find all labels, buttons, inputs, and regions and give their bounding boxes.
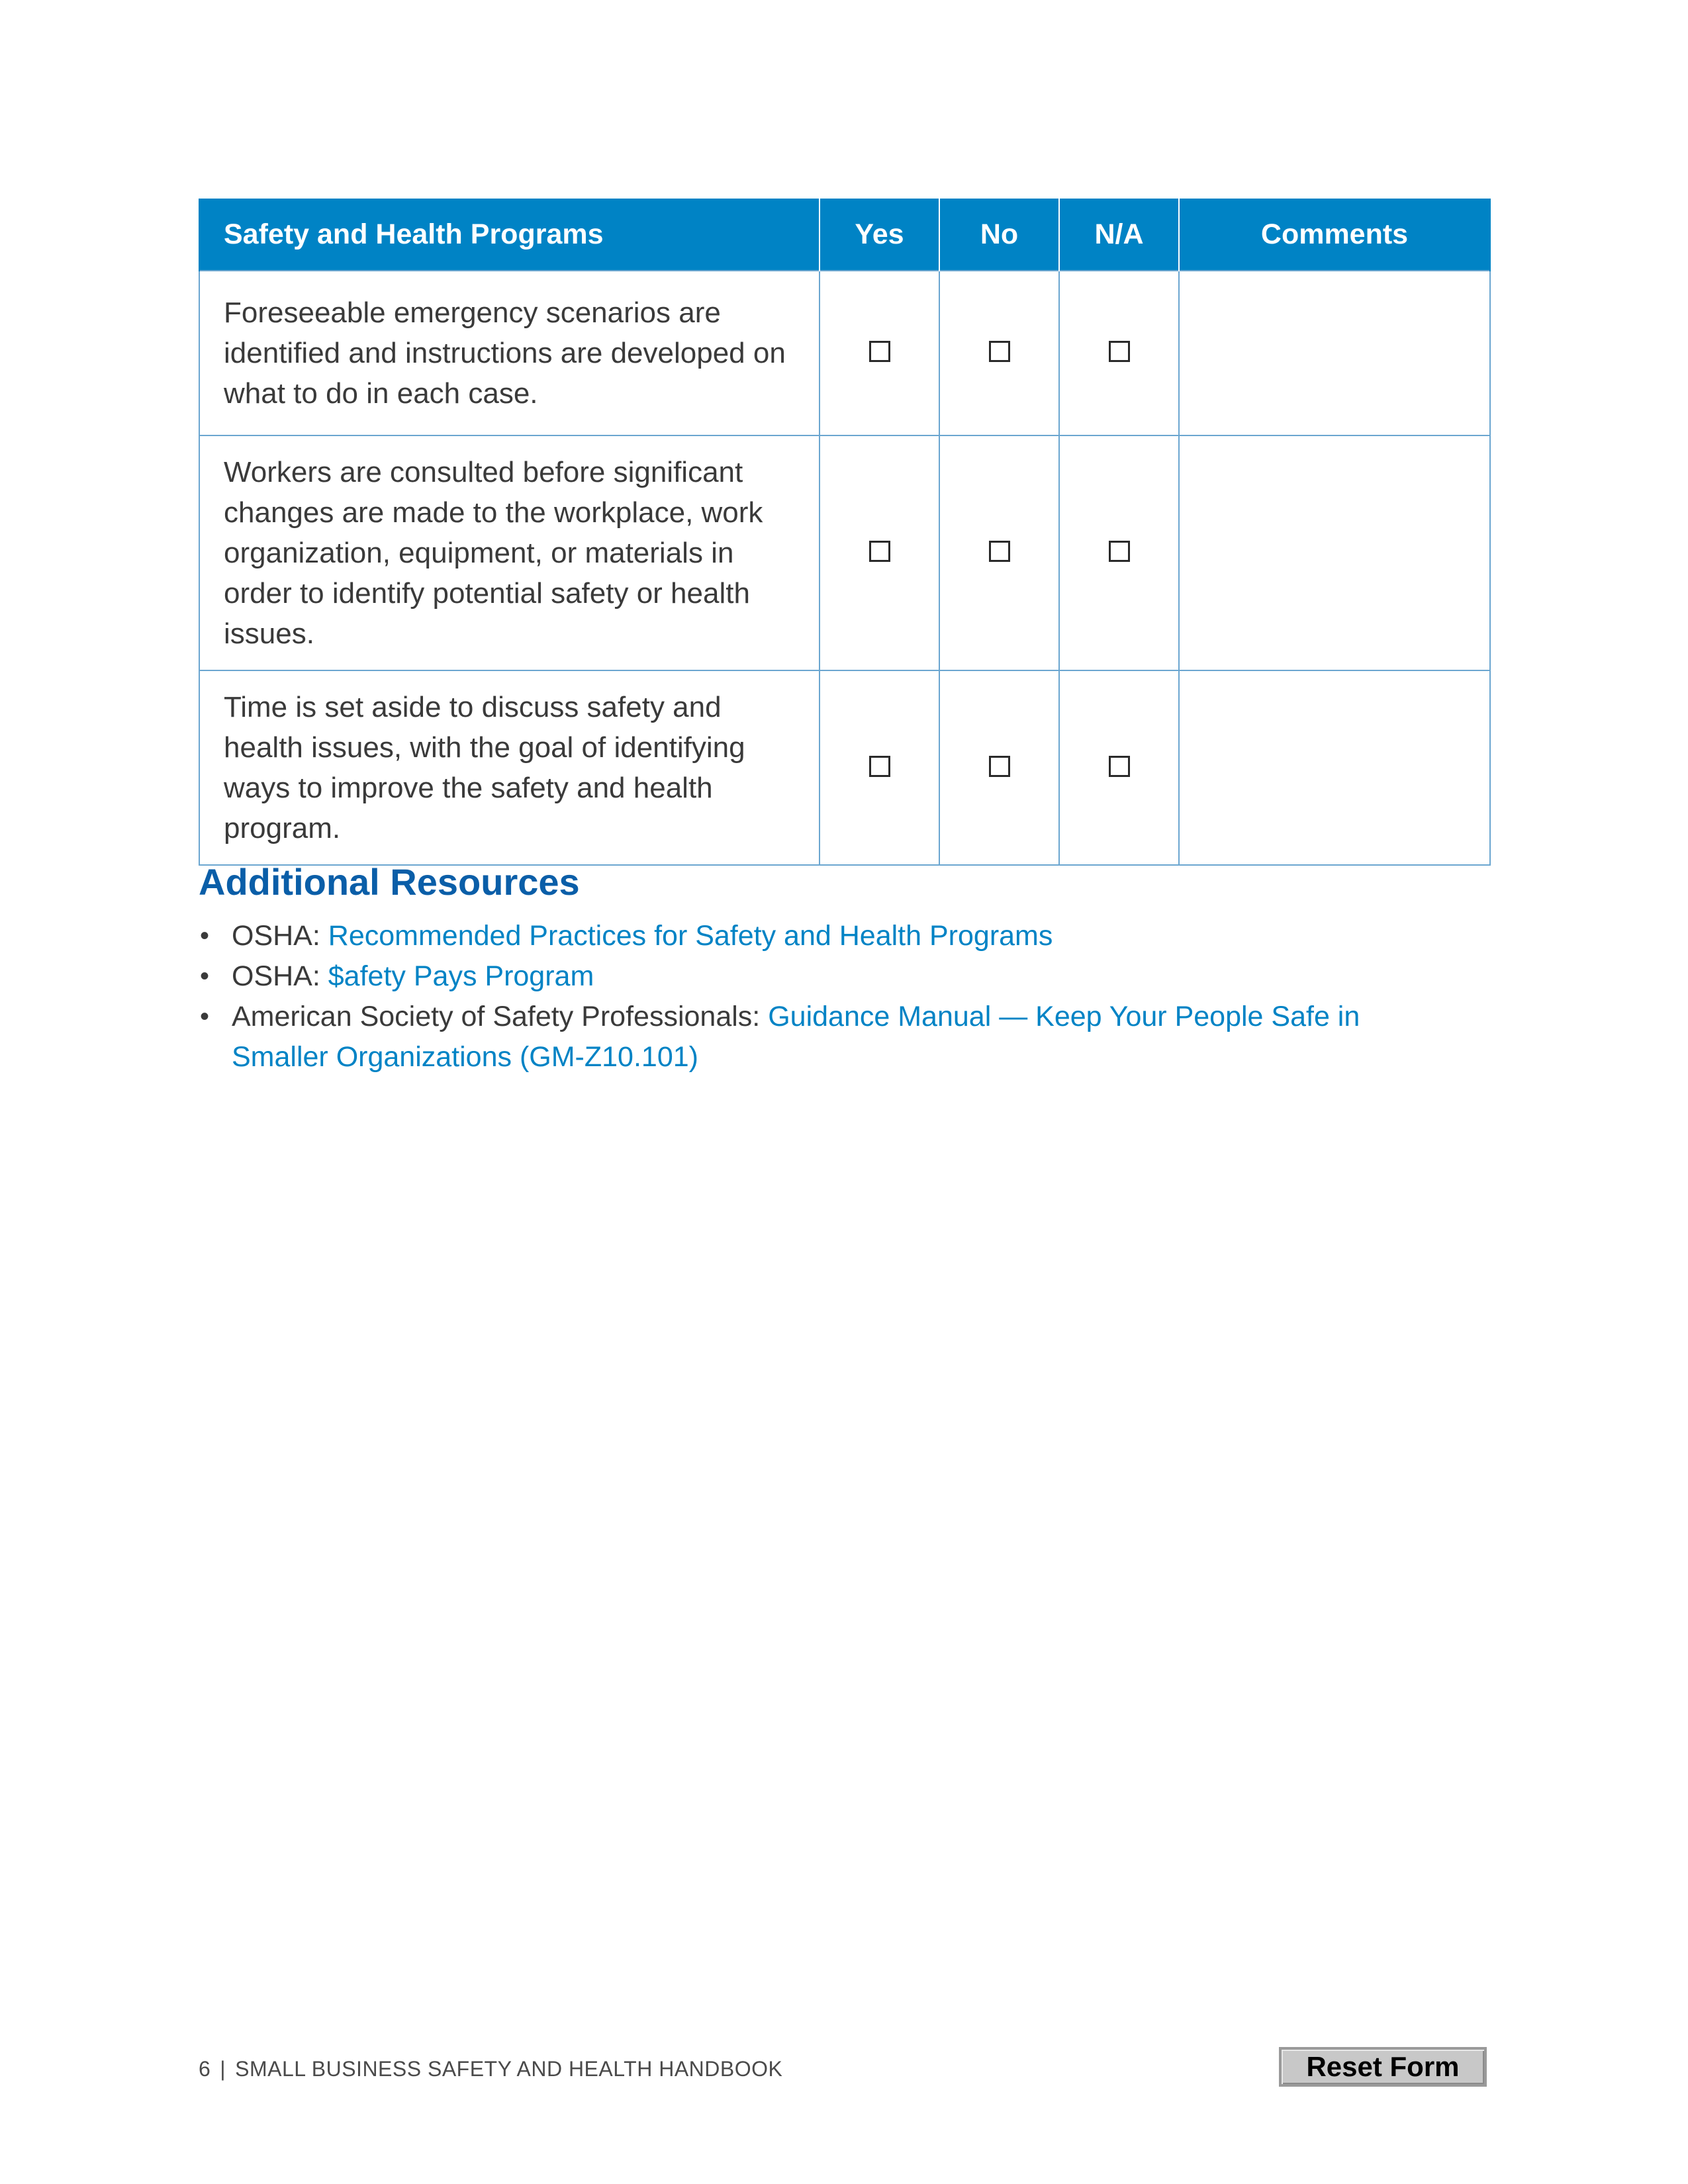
- no-checkbox[interactable]: [989, 756, 1010, 777]
- bullet-icon: •: [200, 1002, 210, 1031]
- na-checkbox[interactable]: [1109, 541, 1130, 562]
- no-checkbox[interactable]: [989, 541, 1010, 562]
- header-yes: Yes: [820, 199, 939, 271]
- page-footer: [199, 2057, 782, 2081]
- yes-checkbox[interactable]: [869, 541, 890, 562]
- table-row: [199, 271, 1490, 435]
- header-comments: Comments: [1179, 199, 1490, 271]
- yes-checkbox[interactable]: [869, 341, 890, 362]
- resource-link[interactable]: $afety Pays Program: [328, 960, 594, 992]
- table-row: [199, 670, 1490, 865]
- table-row: [199, 435, 1490, 670]
- bullet-icon: •: [200, 962, 210, 991]
- na-checkbox[interactable]: [1109, 341, 1130, 362]
- safety-checklist-table: [199, 199, 1491, 866]
- resource-link[interactable]: Guidance Manual — Keep Your People Safe in Smaller Organizations (GM-Z10.101): [232, 1001, 1360, 1073]
- header-na: N/A: [1059, 199, 1179, 271]
- comments-field[interactable]: [1179, 670, 1490, 865]
- row-text: Workers are consulted before significant changes are made to the workplace, work organization, equipment, or materials in order to identify potential safety or health issues.: [199, 435, 820, 670]
- resources-heading: Additional Resources: [199, 861, 580, 903]
- resources-list: [199, 916, 1390, 1077]
- resource-prefix: OSHA:: [232, 960, 328, 992]
- row-text: Time is set aside to discuss safety and health issues, with the goal of identifying ways to improve the safety and health program.: [199, 670, 820, 865]
- comments-field[interactable]: [1179, 271, 1490, 435]
- page-number: 6: [199, 2057, 211, 2081]
- resource-prefix: American Society of Safety Professionals:: [232, 1001, 769, 1032]
- footer-separator: |: [220, 2057, 226, 2081]
- bullet-icon: •: [200, 921, 210, 950]
- list-item: [199, 916, 1390, 956]
- reset-form-button[interactable]: Reset Form: [1279, 2047, 1487, 2087]
- footer-title: SMALL BUSINESS SAFETY AND HEALTH HANDBOOK: [235, 2057, 783, 2081]
- resource-link[interactable]: Recommended Practices for Safety and Health Programs: [328, 920, 1053, 952]
- row-text: Foreseeable emergency scenarios are identified and instructions are developed on what to do in each case.: [199, 271, 820, 435]
- header-no: No: [939, 199, 1059, 271]
- table-header-row: [199, 199, 1490, 271]
- resource-prefix: OSHA:: [232, 920, 328, 952]
- header-topic: Safety and Health Programs: [199, 199, 820, 271]
- list-item: [199, 997, 1390, 1077]
- comments-field[interactable]: [1179, 435, 1490, 670]
- no-checkbox[interactable]: [989, 341, 1010, 362]
- yes-checkbox[interactable]: [869, 756, 890, 777]
- list-item: [199, 956, 1390, 997]
- na-checkbox[interactable]: [1109, 756, 1130, 777]
